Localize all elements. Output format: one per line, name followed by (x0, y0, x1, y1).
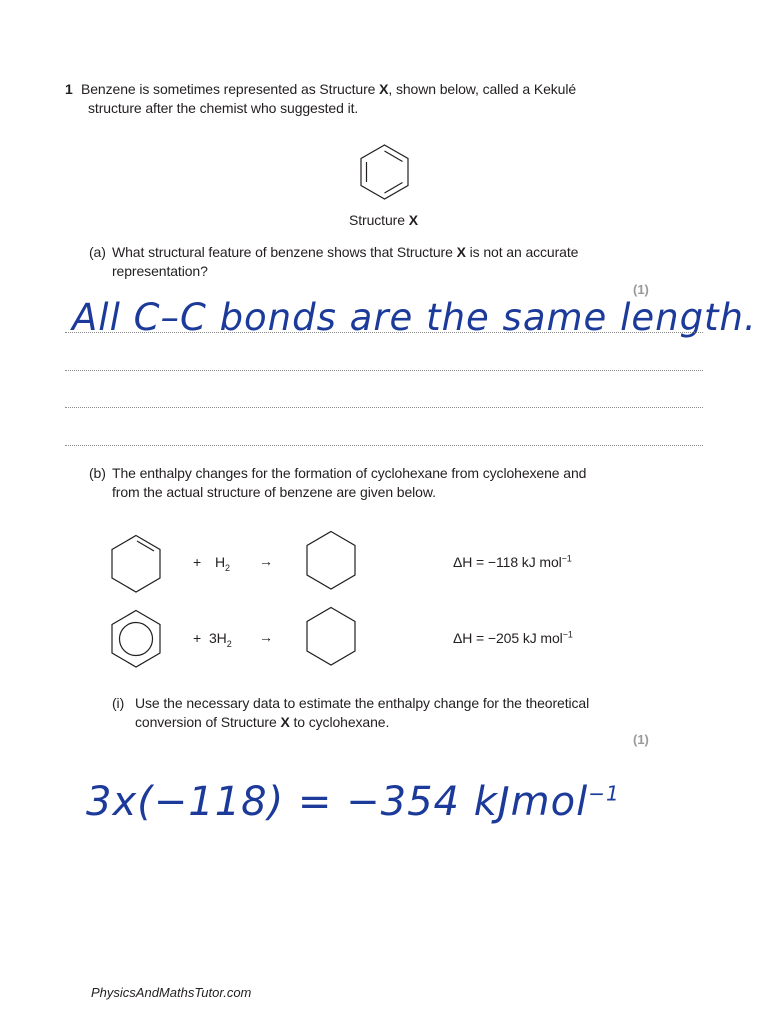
part-b-i-label: (i) (112, 695, 125, 711)
structure-caption-text: Structure (349, 212, 409, 228)
reaction2-enthalpy (453, 629, 573, 648)
part-b-label: (b) (89, 465, 106, 481)
part-a-question (112, 243, 672, 281)
answer-line-4 (65, 445, 703, 446)
part-b-i-line1: Use the necessary data to estimate the enthalpy change for the theoretical (135, 695, 590, 711)
answer-line-2 (65, 370, 703, 371)
footer-source: PhysicsAndMathsTutor.com (91, 985, 252, 1000)
part-a-label: (a) (89, 244, 106, 260)
part-a-line2: representation? (112, 263, 208, 279)
structure-caption-bold: X (408, 212, 418, 228)
part-b-i-bold: X (280, 714, 290, 730)
reaction1-delta-h: ΔH = −118 kJ mol (453, 554, 562, 570)
part-a-bold: X (456, 244, 466, 260)
question-intro-line2: structure after the chemist who suggested it. (88, 100, 359, 116)
kekule-benzene-structure (357, 143, 412, 203)
part-b-text (112, 464, 672, 502)
part-b-i-question (135, 694, 695, 732)
reaction2-plus: + (193, 630, 202, 646)
answer-line-1 (65, 332, 703, 333)
reaction2-3h: 3H (209, 630, 227, 646)
part-b-i-text-b: conversion of Structure (135, 714, 281, 730)
cyclohexene-structure (109, 534, 163, 594)
part-a-marks: (1) (633, 282, 649, 297)
reaction2-unit-sup: −1 (562, 629, 573, 640)
benzene-delocalised-structure (109, 609, 163, 669)
part-b-i-answer-text: 3x(−118) = −354 kJmol (86, 779, 589, 825)
part-b-line2: from the actual structure of benzene are given below. (112, 484, 436, 500)
reaction2-sub: 2 (226, 638, 232, 649)
question-intro-bold: X (379, 81, 389, 97)
reaction2-reagent (209, 629, 232, 648)
reaction1-arrow: → (259, 553, 273, 569)
question-number: 1 (65, 81, 73, 97)
question-intro (81, 80, 701, 118)
structure-x-caption (349, 211, 418, 230)
reaction1-sub: 2 (225, 562, 230, 573)
cyclohexane-structure-2 (305, 606, 357, 668)
part-b-i-handwritten-answer (86, 776, 620, 828)
reaction1-reagent (215, 553, 230, 572)
cyclohexane-structure-1 (305, 530, 357, 592)
part-b-line1: The enthalpy changes for the formation of cyclohexane from cyclohexene and (112, 465, 587, 481)
part-b-i-text-c: to cyclohexane. (289, 714, 390, 730)
part-a-text-b: is not an accurate (465, 244, 579, 260)
answer-line-3 (65, 407, 703, 408)
reaction1-plus: + (193, 554, 202, 570)
reaction1-h: H (215, 554, 226, 570)
reaction2-arrow: → (259, 629, 273, 645)
part-a-handwritten-answer: All C–C bonds are the same length. (72, 296, 757, 339)
reaction1-enthalpy (453, 553, 572, 572)
question-intro-text-b: , shown below, called a Kekulé (388, 81, 577, 97)
question-intro-text-a: Benzene is sometimes represented as Structure (81, 81, 380, 97)
part-a-text-a: What structural feature of benzene shows that Structure (112, 244, 457, 260)
reaction1-unit-sup: −1 (561, 553, 572, 564)
part-b-i-answer-sup: −1 (588, 781, 620, 806)
reaction2-delta-h: ΔH = −205 kJ mol (453, 630, 563, 646)
part-b-i-marks: (1) (633, 732, 649, 747)
